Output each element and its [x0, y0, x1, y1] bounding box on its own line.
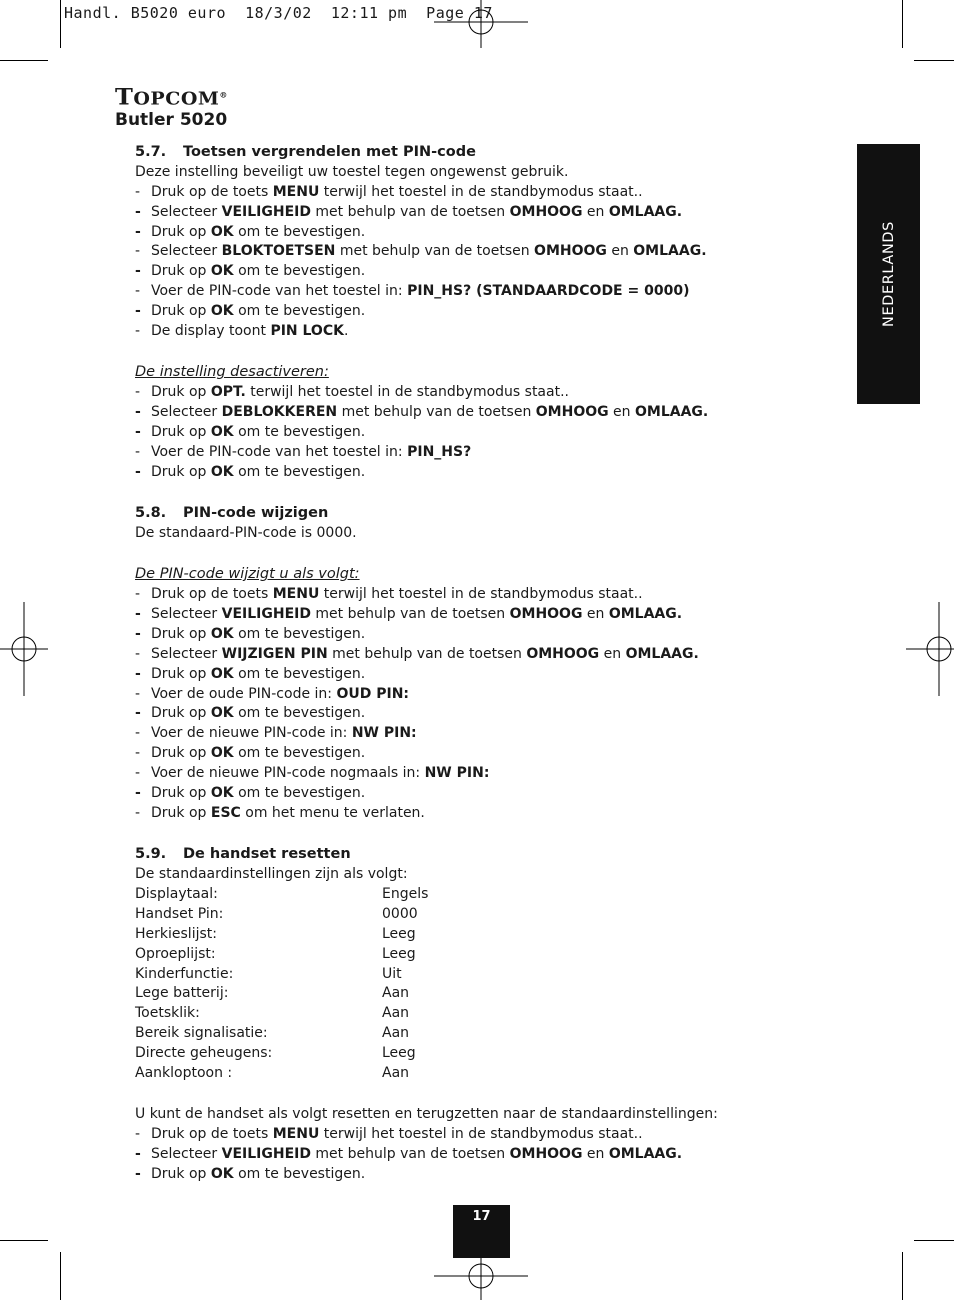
subheading-deactivate: De instelling desactiveren: [135, 364, 329, 381]
list-item: - De display toont PIN LOCK. [135, 323, 349, 340]
registration-mark-left [0, 600, 48, 698]
reset-intro: U kunt de handset als volgt resetten en terugzetten naar de standaardinstellingen: [135, 1106, 718, 1123]
page-number: 17 [472, 1209, 491, 1224]
topcom-logo: TOPCOM® [115, 82, 228, 111]
section-intro: De standaardinstellingen zijn als volgt: [135, 866, 408, 883]
language-tab [857, 144, 920, 404]
page-number-box [453, 1205, 510, 1258]
list-item: - Voer de PIN-code van het toestel in: PIN_HS? [135, 443, 472, 460]
table-row: Kinderfunctie: Uit [135, 965, 402, 982]
list-item: - Druk op OK om te bevestigen. [135, 463, 366, 480]
section-heading-5-8: 5.8. PIN-code wijzigen [135, 505, 329, 522]
list-item: - Druk op OK om te bevestigen. [135, 785, 366, 801]
list-item: - Voer de oude PIN-code in: OUD PIN: [135, 685, 410, 702]
registration-mark-right [906, 600, 954, 698]
list-item: - Druk op de toets MENU terwijl het toestel in de standbymodus staat.. [135, 1126, 643, 1143]
list-item: - Druk op de toets MENU terwijl het toestel in de standbymodus staat.. [135, 183, 643, 200]
list-item: - Selecteer VEILIGHEID met behulp van de toetsen OMHOOG en OMLAAG. [135, 1146, 683, 1163]
list-item: - Druk op OK om te bevestigen. [135, 263, 366, 280]
language-tab-label: NEDERLANDS [881, 221, 897, 327]
list-item: - Druk op OK om te bevestigen. [135, 423, 366, 440]
model-name: Butler 5020 [115, 110, 228, 130]
table-row: Herkieslijst: Leeg [135, 925, 416, 942]
print-slug: Handl. B5020 euro 18/3/02 12:11 pm Page 17 [64, 4, 493, 22]
list-item: - Druk op OK om te bevestigen. [135, 745, 366, 762]
table-row: Aankloptoon : Aan [135, 1064, 410, 1081]
list-item: - Druk op OK om te bevestigen. [135, 705, 366, 722]
defaults-table [135, 885, 835, 1084]
list-item: - Selecteer WIJZIGEN PIN met behulp van de toetsen OMHOOG en OMLAAG. [135, 645, 699, 662]
section-heading-5-9: 5.9. De handset resetten [135, 846, 351, 863]
list-item: - Voer de nieuwe PIN-code nogmaals in: NW PIN: [135, 765, 490, 782]
table-row: Directe geheugens: Leeg [135, 1045, 416, 1062]
section-heading-5-7: 5.7. Toetsen vergrendelen met PIN-code [135, 144, 476, 160]
section-intro: Deze instelling beveiligt uw toestel tegen ongewenst gebruik. [135, 163, 569, 180]
page-content [135, 143, 835, 1185]
list-item: - Voer de PIN-code van het toestel in: PIN_HS? (STANDAARDCODE = 0000) [135, 283, 690, 300]
list-item: - Druk op ESC om het menu te verlaten. [135, 804, 425, 821]
list-item: - Druk op OK om te bevestigen. [135, 625, 366, 642]
list-item: - Druk op OK om te bevestigen. [135, 223, 366, 240]
section-intro: De standaard-PIN-code is 0000. [135, 524, 357, 541]
subheading-change-pin: De PIN-code wijzigt u als volgt: [135, 566, 360, 583]
list-item: - Voer de nieuwe PIN-code in: NW PIN: [135, 725, 417, 742]
list-item: - Druk op OPT. terwijl het toestel in de standbymodus staat.. [135, 384, 569, 401]
list-item: - Druk op OK om te bevestigen. [135, 665, 366, 682]
registration-mark-top [432, 0, 530, 48]
table-row: Bereik signalisatie: Aan [135, 1025, 410, 1042]
list-item: - Druk op OK om te bevestigen. [135, 1165, 366, 1182]
list-item: - Selecteer VEILIGHEID met behulp van de toetsen OMHOOG en OMLAAG. [135, 203, 683, 220]
table-row: Displaytaal: Engels [135, 885, 429, 902]
table-row: Lege batterij: Aan [135, 985, 410, 1002]
table-row: Toetsklik: Aan [135, 1005, 410, 1022]
list-item: - Druk op OK om te bevestigen. [135, 303, 366, 320]
list-item: - Selecteer BLOKTOETSEN met behulp van de toetsen OMHOOG en OMLAAG. [135, 243, 707, 260]
list-item: - Selecteer VEILIGHEID met behulp van de toetsen OMHOOG en OMLAAG. [135, 605, 683, 622]
brand-header [115, 82, 228, 130]
registration-mark-bottom [432, 1252, 530, 1300]
list-item: - Selecteer DEBLOKKEREN met behulp van de toetsen OMHOOG en OMLAAG. [135, 404, 709, 421]
list-item: - Druk op de toets MENU terwijl het toestel in de standbymodus staat.. [135, 586, 643, 603]
table-row: Oproeplijst: Leeg [135, 945, 416, 962]
table-row: Handset Pin: 0000 [135, 905, 418, 922]
